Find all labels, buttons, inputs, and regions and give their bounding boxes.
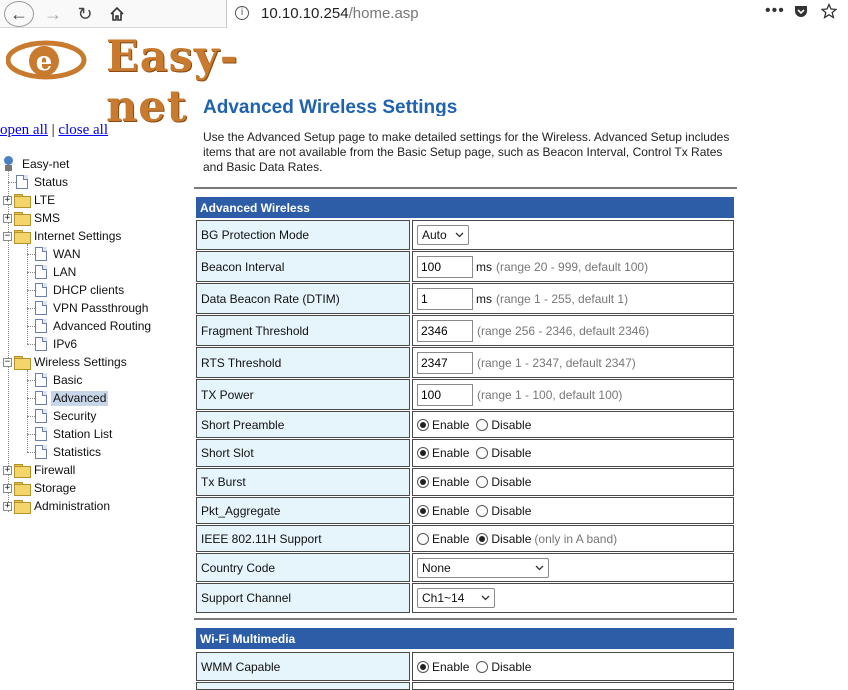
page-icon (35, 409, 47, 423)
row-label: Tx Burst (196, 468, 410, 496)
page-icon (35, 337, 47, 351)
browser-toolbar (0, 0, 848, 28)
tree-root-label: Easy-net (22, 156, 70, 171)
ieee-80211h-enable-radio[interactable] (417, 533, 429, 545)
row-short-preamble: Short Preamble Enable Disable (196, 411, 734, 438)
svg-text:e: e (35, 47, 53, 77)
row-short-slot: Short Slot Enable Disable (196, 439, 734, 467)
divider (194, 618, 737, 620)
pkt-aggregate-enable-radio[interactable] (417, 505, 429, 517)
expand-icon[interactable]: + (4, 194, 11, 205)
collapse-icon[interactable]: − (4, 356, 11, 367)
row-label: Country Code (196, 553, 410, 582)
chevron-down-icon (455, 232, 464, 238)
sidebar-item-lte[interactable]: + LTE (4, 192, 56, 207)
row-fragment-threshold (196, 315, 734, 346)
short-preamble-disable-radio[interactable] (476, 419, 488, 431)
row-country-code (196, 553, 734, 582)
sidebar-item-storage[interactable]: + Storage (4, 480, 77, 495)
country-code-select[interactable]: None (417, 558, 549, 578)
page-icon (35, 373, 47, 387)
page-icon (35, 427, 47, 441)
short-preamble-enable-radio[interactable] (417, 419, 429, 431)
collapse-icon[interactable]: − (4, 230, 11, 241)
folder-icon (14, 212, 30, 224)
rts-threshold-input[interactable] (417, 352, 473, 374)
page-icon (35, 445, 47, 459)
open-all-link[interactable]: open all (0, 122, 48, 138)
row-bg-protection (196, 220, 734, 250)
sidebar-item-vpn-passthrough[interactable]: VPN Passthrough (35, 299, 150, 317)
row-label: Short Preamble (196, 411, 410, 438)
row-label: Support Channel (196, 583, 410, 613)
page-icon (35, 391, 47, 405)
tree-controls (0, 122, 108, 139)
unit-label: ms (476, 259, 492, 274)
page-icon (35, 319, 47, 333)
folder-icon (14, 482, 30, 494)
sidebar-item-sms[interactable]: + SMS (4, 210, 61, 225)
expand-icon[interactable]: + (4, 212, 11, 223)
row-wmm-capable: WMM Capable Enable Disable (196, 652, 734, 681)
sidebar-item-advanced-routing[interactable]: Advanced Routing (35, 317, 153, 335)
row-dtim (196, 283, 734, 314)
wmm-capable-disable-radio[interactable] (476, 661, 488, 673)
row-label: Beacon Interval (196, 251, 410, 282)
pocket-icon[interactable] (793, 3, 809, 24)
link-separator: | (51, 122, 55, 138)
chevron-down-icon (481, 595, 490, 601)
expand-icon[interactable]: + (4, 482, 11, 493)
beacon-interval-input[interactable] (417, 256, 473, 278)
wmm-capable-enable-radio[interactable] (417, 661, 429, 673)
page-description: Use the Advanced Setup page to make detailed settings for the Wireless. Advanced Setup includes items that are not available from the Basic Setup page, such as Beacon Interval, Control Tx Rates and Basic Data Rates. (203, 130, 730, 174)
sidebar-item-administration[interactable]: + Administration (4, 498, 111, 513)
tx-burst-disable-radio[interactable] (476, 476, 488, 488)
row-ieee-80211h: IEEE 802.11H Support Enable Disable (only in A band) (196, 525, 734, 552)
range-hint: (range 20 - 999, default 100) (496, 259, 649, 274)
row-label: BG Protection Mode (196, 220, 410, 250)
fragment-threshold-input[interactable] (417, 320, 473, 342)
easy-net-logo-icon (6, 34, 90, 86)
divider (194, 187, 737, 189)
ieee-80211h-disable-radio[interactable] (476, 533, 488, 545)
short-slot-enable-radio[interactable] (417, 447, 429, 459)
home-icon[interactable] (102, 0, 132, 28)
logo-text: Easy-net (106, 32, 239, 132)
sidebar-item-status[interactable]: Status (16, 173, 70, 191)
row-tx-power (196, 379, 734, 410)
sidebar-item-lan[interactable]: LAN (35, 263, 78, 281)
tree-root[interactable] (2, 155, 71, 173)
folder-open-icon (14, 356, 30, 368)
range-hint: (range 256 - 2346, default 2346) (477, 323, 650, 338)
close-all-link[interactable]: close all (58, 122, 108, 138)
unit-label: ms (476, 291, 492, 306)
row-rts-threshold (196, 347, 734, 378)
page-title: Advanced Wireless Settings (203, 97, 458, 116)
support-channel-select[interactable]: Ch1~14 (417, 588, 495, 608)
row-label: WMM Capable (196, 652, 410, 681)
section-header-wifi-multimedia: Wi-Fi Multimedia (196, 628, 734, 649)
expand-icon[interactable]: + (4, 500, 11, 511)
network-icon (2, 156, 16, 172)
page-icon (16, 175, 28, 189)
page-icon (35, 283, 47, 297)
tx-power-input[interactable] (417, 384, 473, 406)
row-label: Fragment Threshold (196, 315, 410, 346)
row-label: RTS Threshold (196, 347, 410, 378)
row-label: IEEE 802.11H Support (196, 525, 410, 552)
row-label: Data Beacon Rate (DTIM) (196, 283, 410, 314)
page-icon (35, 265, 47, 279)
page-icon (35, 247, 47, 261)
short-slot-disable-radio[interactable] (476, 447, 488, 459)
info-icon[interactable]: i (235, 6, 249, 20)
page-actions-icon[interactable]: ••• (765, 2, 785, 19)
url-bar[interactable] (226, 0, 848, 28)
folder-icon (14, 194, 30, 206)
sidebar-item-security[interactable]: Security (35, 407, 98, 425)
row-partial (196, 682, 734, 690)
range-hint: (range 1 - 255, default 1) (496, 291, 629, 306)
folder-icon (14, 464, 30, 476)
row-pkt-aggregate: Pkt_Aggregate Enable Disable (196, 497, 734, 524)
sidebar-item-internet-settings[interactable]: − Internet Settings (4, 228, 122, 243)
expand-icon[interactable]: + (4, 464, 11, 475)
bookmark-star-icon[interactable] (821, 3, 837, 24)
sidebar-item-wireless-settings[interactable]: − Wireless Settings (4, 354, 127, 369)
chevron-down-icon (535, 565, 544, 571)
row-support-channel (196, 583, 734, 613)
row-tx-burst: Tx Burst Enable Disable (196, 468, 734, 496)
sidebar-item-wan[interactable]: WAN (35, 245, 83, 263)
row-beacon-interval (196, 251, 734, 282)
sidebar-item-ipv6[interactable]: IPv6 (35, 335, 79, 353)
pkt-aggregate-disable-radio[interactable] (476, 505, 488, 517)
row-label: Pkt_Aggregate (196, 497, 410, 524)
folder-open-icon (14, 230, 30, 242)
sidebar-item-firewall[interactable]: + Firewall (4, 462, 76, 477)
range-hint: (range 1 - 100, default 100) (477, 387, 623, 402)
band-note: (only in A band) (534, 531, 618, 546)
range-hint: (range 1 - 2347, default 2347) (477, 355, 636, 370)
tx-burst-enable-radio[interactable] (417, 476, 429, 488)
sidebar-item-basic[interactable]: Basic (35, 371, 84, 389)
back-icon[interactable]: ← (4, 1, 34, 27)
row-label: Short Slot (196, 439, 410, 467)
sidebar-item-advanced[interactable]: Advanced (35, 389, 108, 407)
folder-icon (14, 500, 30, 512)
page-icon (35, 301, 47, 315)
url-text[interactable]: 10.10.10.254/home.asp (261, 5, 419, 22)
section-header-advanced-wireless: Advanced Wireless (196, 197, 734, 218)
sidebar-item-station-list[interactable]: Station List (35, 425, 114, 443)
forward-icon[interactable]: → (44, 3, 62, 24)
row-label: TX Power (196, 379, 410, 410)
dtim-input[interactable] (417, 288, 473, 310)
sidebar-item-statistics[interactable]: Statistics (35, 443, 103, 461)
reload-icon[interactable]: ↻ (77, 3, 93, 24)
sidebar-item-dhcp-clients[interactable]: DHCP clients (35, 281, 126, 299)
bg-protection-select[interactable]: Auto (417, 225, 469, 245)
